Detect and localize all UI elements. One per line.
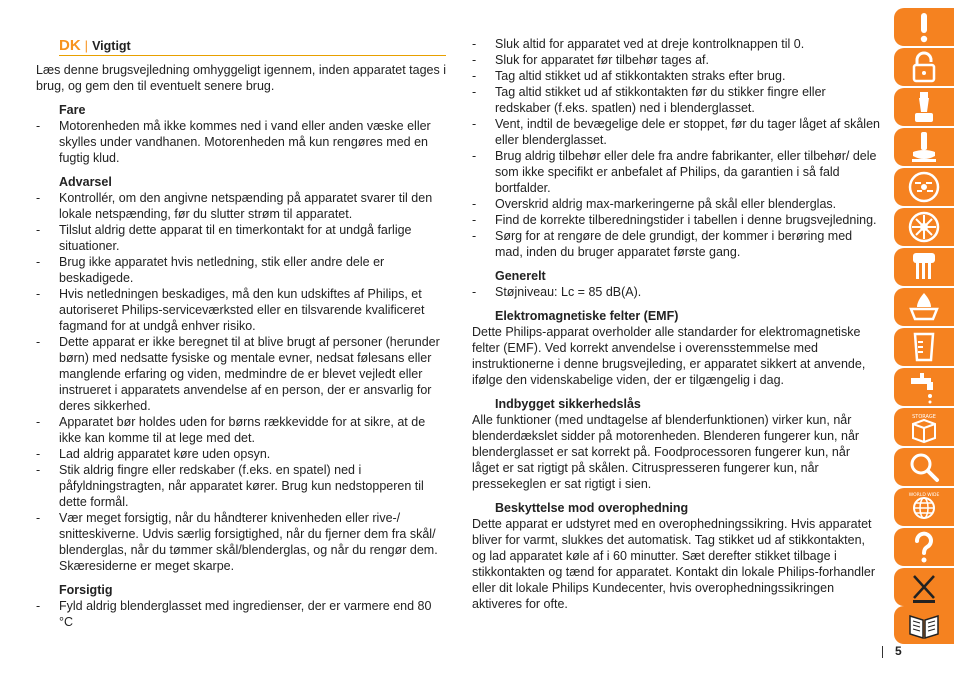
globe-label: WORLD WIDE — [908, 493, 940, 498]
book-icon[interactable] — [894, 606, 954, 644]
fare-list — [36, 118, 446, 166]
forsigtig-heading: Forsigtig — [59, 583, 113, 597]
list-item: - Støjniveau: Lc = 85 dB(A). — [472, 284, 880, 300]
right-column — [472, 36, 880, 612]
disposal-icon[interactable] — [894, 568, 954, 606]
list-item: - Find de korrekte tilberedningstider i tabellen i denne brugsvejledning. — [472, 212, 880, 228]
advarsel-heading: Advarsel — [59, 175, 112, 189]
sidebar-tabs — [894, 8, 954, 644]
list-item: - Sluk for apparatet før tilbehør tages af. — [472, 52, 880, 68]
hand-blender-icon[interactable] — [894, 128, 954, 166]
overheating-text: Dette apparat er udstyret med en overophedningssikring. Hvis apparatet bliver for varmt, slukkes det automatisk. Tag stikket ud af stikkontakten, og lad apparatet køle af i 60 minutter. Sæt derefter stikket tilbage i stikkontakten og tænd for apparatet. Kontakt din lokale Philips-forhandler eller dit lokale Philips Kundecenter, hvis overophedningssikringen aktiveres for ofte. — [472, 517, 876, 611]
forsigtig-list — [36, 598, 446, 630]
language-code: DK — [59, 37, 81, 54]
list-item: - Lad aldrig apparatet køre uden opsyn. — [36, 446, 446, 462]
emf-text: Dette Philips-apparat overholder alle standarder for elektromagnetiske felter (EMF). Ved korrekt anvendelse i overensstemmelse med instruktionerne i denne brugsvejleding, er apparatet sikkert at anvende, ifølge den videnskabelige viden, der er tilgængelig i dag. — [472, 325, 866, 387]
advarsel-list — [36, 190, 446, 574]
list-item: - Tag altid stikket ud af stikkontakten før du stikker fingre eller redskaber (f.eks. spatlen) ned i blenderglasset. — [472, 84, 880, 116]
list-item: - Brug ikke apparatet hvis netledning, stik eller andre dele er beskadigede. — [36, 254, 446, 286]
slicing-disc-icon[interactable] — [894, 168, 954, 206]
list-item: - Dette apparat er ikke beregnet til at blive brugt af personer (herunder børn) med nedsatte fysiske og mentale evner, nedsat følesans eller manglende erfaring og viden, medmindre de er blevet vejledt eller instrueret i apparatets anvendelse af en person, der er ansvarlig for deres sikkerhed. — [36, 334, 446, 414]
citrus-press-icon[interactable] — [894, 288, 954, 326]
list-item: - Overskrid aldrig max-markeringerne på skål eller blenderglas. — [472, 196, 880, 212]
list-item: - Kontrollér, om den angivne netspænding på apparatet svarer til den lokale netspænding, før du slutter strøm til apparatet. — [36, 190, 446, 222]
exclamation-icon[interactable] — [894, 8, 954, 46]
generelt-list — [472, 284, 880, 300]
question-mark-icon[interactable] — [894, 528, 954, 566]
generelt-heading: Generelt — [495, 269, 546, 283]
list-item: - Vær meget forsigtig, når du håndterer knivenheden eller rive-/ snitteskiverne. Udvis særlig forsigtighed, når du fjerner dem fra skål/ blenderglas, når du tømmer skål/blenderglas, og når du rengør dem. Skæresiderne er meget skarpe. — [36, 510, 446, 574]
list-item: - Fyld aldrig blenderglasset med ingredienser, der er varmere end 80 °C — [36, 598, 446, 630]
list-item: - Tag altid stikket ud af stikkontakten straks efter brug. — [472, 68, 880, 84]
fare-heading: Fare — [59, 103, 86, 117]
safety-lock-heading: Indbygget sikkerhedslås — [495, 397, 641, 411]
blade-disc-icon[interactable] — [894, 208, 954, 246]
page-number-divider — [882, 646, 883, 658]
page-title: Vigtigt — [92, 39, 131, 53]
left-column — [36, 36, 446, 630]
emf-heading: Elektromagnetiske felter (EMF) — [495, 309, 679, 323]
globe-icon[interactable] — [894, 488, 954, 526]
measuring-jug-icon[interactable] — [894, 328, 954, 366]
list-item: - Tilslut aldrig dette apparat til en timerkontakt for at undgå farlige situationer. — [36, 222, 446, 254]
page-number: 5 — [895, 644, 902, 658]
forsigtig-list-continued — [472, 36, 880, 260]
blender-icon[interactable] — [894, 88, 954, 126]
list-item: - Sørg for at rengøre de dele grundigt, der kommer i berøring med mad, inden du bruger apparatet første gang. — [472, 228, 880, 260]
list-item: - Apparatet bør holdes uden for børns rækkevidde for at sikre, at de ikke kan komme til at lege med det. — [36, 414, 446, 446]
header-separator: | — [84, 38, 89, 53]
tap-icon[interactable] — [894, 368, 954, 406]
list-item: - Hvis netledningen beskadiges, må den kun udskiftes af Philips, et autoriseret Philips-serviceværksted eller en tilsvarende kvalificeret fagmand for at undgå enhver risiko. — [36, 286, 446, 334]
safety-lock-text: Alle funktioner (med undtagelse af blenderfunktionen) virker kun, når blenderdækslet sidder på motorenheden. Blenderen fungerer kun, når blenderglasset er sat korrekt på. Foodprocessoren fungerer kun, når låget er sat rigtigt på skålen. Citruspresseren fungerer kun, når pressekeglen er sat rigtigt i sien. — [472, 413, 860, 491]
padlock-icon[interactable] — [894, 48, 954, 86]
list-item: - Motorenheden må ikke kommes ned i vand eller anden væske eller skylles under vandhanen. Motorenheden må kun rengøres med en fugtig klud. — [36, 118, 446, 166]
list-item: - Brug aldrig tilbehør eller dele fra andre fabrikanter, eller tilbehør/ dele som ikke specifikt er anbefalet af Philips, da garantien i så fald bortfalder. — [472, 148, 880, 196]
storage-label: STORAGE — [912, 414, 936, 420]
list-item: - Stik aldrig fingre eller redskaber (f.eks. en spatel) ned i påfyldningstragten, når apparatet kører. Brug kun nedstopperen til dette formål. — [36, 462, 446, 510]
list-item: - Vent, indtil de bevægelige dele er stoppet, før du tager låget af skålen eller blenderglasset. — [472, 116, 880, 148]
section-header — [59, 36, 446, 56]
kneading-hook-icon[interactable] — [894, 248, 954, 286]
list-item: - Sluk altid for apparatet ved at dreje kontrolknappen til 0. — [472, 36, 880, 52]
storage-box-icon[interactable] — [894, 408, 954, 446]
intro-text: Læs denne brugsvejledning omhyggeligt igennem, inden apparatet tages i brug, og gem den til eventuelt senere brug. — [36, 63, 447, 93]
magnifier-icon[interactable] — [894, 448, 954, 486]
overheating-heading: Beskyttelse mod overophedning — [495, 501, 689, 515]
